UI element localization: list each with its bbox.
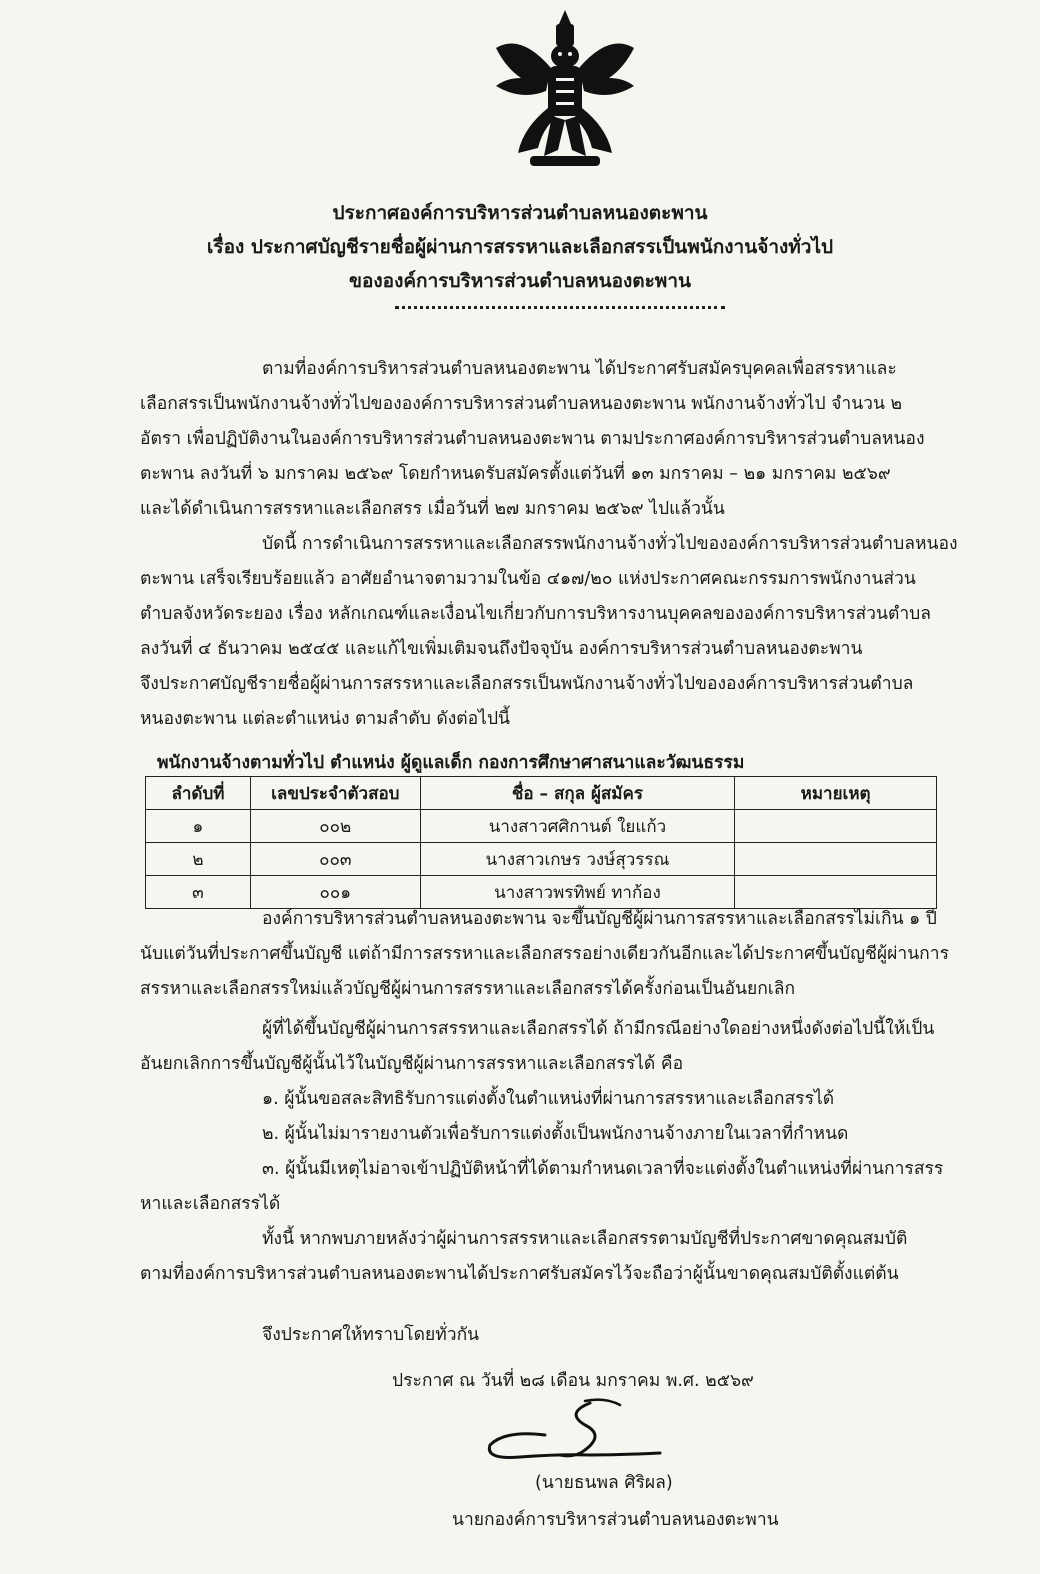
paragraph-line: อัตรา เพื่อปฏิบัติงานในองค์การบริหารส่วนตำบลหนองตะพาน ตามประกาศองค์การบริหารส่วนตำบลหนอง: [140, 429, 925, 449]
announcement-date: ประกาศ ณ วันที่ ๒๘ เดือน มกราคม พ.ศ. ๒๕๖๙: [392, 1371, 754, 1391]
header-line-1: ประกาศองค์การบริหารส่วนตำบลหนองตะพาน: [332, 202, 708, 224]
list-item: ๒. ผู้นั้นไม่มารายงานตัวเพื่อรับการแต่งตั้งเป็นพนักงานจ้างภายในเวลาที่กำหนด: [262, 1124, 849, 1144]
paragraph-2: [140, 527, 960, 737]
candidate-table: [145, 776, 937, 909]
column-header: ชื่อ – สกุล ผู้สมัคร: [420, 777, 735, 810]
paragraph-line: และได้ดำเนินการสรรหาและเลือกสรร เมื่อวันที่ ๒๗ มกราคม ๒๕๖๙ ไปแล้วนั้น: [140, 499, 725, 519]
paragraph-line: ลงวันที่ ๔ ธันวาคม ๒๕๔๕ และแก้ไขเพิ่มเติมจนถึงปัจจุบัน องค์การบริหารส่วนตำบลหนองตะพาน: [140, 639, 863, 659]
closing-statement: จึงประกาศให้ทราบโดยทั่วกัน: [262, 1325, 480, 1345]
table-header-row: [146, 777, 937, 810]
condition-list: [140, 1082, 960, 1222]
garuda-emblem-icon: [490, 8, 640, 176]
paragraph-1: [140, 352, 960, 527]
table-cell: นางสาวพรทิพย์ ทาก้อง: [420, 876, 735, 909]
table-cell: ๐๐๒: [250, 810, 420, 843]
paragraph-line: อันยกเลิกการขึ้นบัญชีผู้นั้นไว้ในบัญชีผู้ผ่านการสรรหาและเลือกสรรได้ คือ: [140, 1054, 684, 1074]
list-item: ๑. ผู้นั้นขอสละสิทธิรับการแต่งตั้งในตำแหน่งที่ผ่านการสรรหาและเลือกสรรได้: [262, 1089, 835, 1109]
paragraph-line: บัดนี้ การดำเนินการสรรหาและเลือกสรรพนักงานจ้างทั่วไปขององค์การบริหารส่วนตำบลหนอง: [262, 534, 958, 554]
signer-title: นายกองค์การบริหารส่วนตำบลหนองตะพาน: [452, 1510, 779, 1530]
table-cell: [735, 843, 937, 876]
paragraph-line: ผู้ที่ได้ขึ้นบัญชีผู้ผ่านการสรรหาและเลือกสรรได้ ถ้ามีกรณีอย่างใดอย่างหนึ่งดังต่อไปนี้ให้เป็น: [262, 1019, 935, 1039]
table-cell: ๐๐๑: [250, 876, 420, 909]
table-cell: ๐๐๓: [250, 843, 420, 876]
column-header: ลำดับที่: [146, 777, 251, 810]
paragraph-line: จึงประกาศบัญชีรายชื่อผู้ผ่านการสรรหาและเลือกสรรเป็นพนักงานจ้างทั่วไปขององค์การบริหารส่วนตำบล: [140, 674, 914, 694]
column-header: หมายเหตุ: [735, 777, 937, 810]
table-cell: นางสาวเกษร วงษ์สุวรรณ: [420, 843, 735, 876]
paragraph-line: ทั้งนี้ หากพบภายหลังว่าผู้ผ่านการสรรหาและเลือกสรรตามบัญชีที่ประกาศขาดคุณสมบัติ: [262, 1229, 908, 1249]
paragraph-3: [140, 902, 960, 1007]
table-cell: ๓: [146, 876, 251, 909]
list-item-continuation: หาและเลือกสรรได้: [140, 1194, 281, 1214]
paragraph-5: [140, 1222, 960, 1292]
paragraph-line: ตามที่องค์การบริหารส่วนตำบลหนองตะพานได้ประกาศรับสมัครไว้จะถือว่าผู้นั้นขาดคุณสมบัติตั้งแต่ต้น: [140, 1264, 899, 1284]
paragraph-4: [140, 1012, 960, 1082]
paragraph-line: สรรหาและเลือกสรรใหม่แล้วบัญชีผู้ผ่านการสรรหาและเลือกสรรได้ครั้งก่อนเป็นอันยกเลิก: [140, 979, 796, 999]
table-cell: [735, 810, 937, 843]
table-row: [146, 843, 937, 876]
paragraph-line: ตำบลจังหวัดระยอง เรื่อง หลักเกณฑ์และเงื่อนไขเกี่ยวกับการบริหารงานบุคคลขององค์การบริหารส่วนตำบล: [140, 604, 931, 624]
signer-name: (นายธนพล ศิริผล): [535, 1473, 673, 1493]
header-line-2: เรื่อง ประกาศบัญชีรายชื่อผู้ผ่านการสรรหาและเลือกสรรเป็นพนักงานจ้างทั่วไป: [206, 236, 834, 258]
header-line-3: ขององค์การบริหารส่วนตำบลหนองตะพาน: [348, 270, 691, 292]
column-header: เลขประจำตัวสอบ: [250, 777, 420, 810]
paragraph-line: นับแต่วันที่ประกาศขึ้นบัญชี แต่ถ้ามีการสรรหาและเลือกสรรอย่างเดียวกันอีกและได้ประกาศขึ้นบัญชีผู้ผ่านการ: [140, 944, 949, 964]
table-row: [146, 810, 937, 843]
table-cell: ๑: [146, 810, 251, 843]
list-item: ๓. ผู้นั้นมีเหตุไม่อาจเข้าปฏิบัติหน้าที่ได้ตามกำหนดเวลาที่จะแต่งตั้งในตำแหน่งที่ผ่านการสรร: [262, 1159, 944, 1179]
paragraph-line: ตามที่องค์การบริหารส่วนตำบลหนองตะพาน ได้ประกาศรับสมัครบุคคลเพื่อสรรหาและ: [262, 359, 897, 379]
dotted-divider: [395, 306, 725, 309]
table-title: พนักงานจ้างตามทั่วไป ตำแหน่ง ผู้ดูแลเด็ก กองการศึกษาศาสนาและวัฒนธรรม: [157, 753, 745, 773]
signature-icon: [485, 1395, 685, 1470]
document-header: [0, 196, 1040, 298]
paragraph-line: เลือกสรรเป็นพนักงานจ้างทั่วไปขององค์การบริหารส่วนตำบลหนองตะพาน พนักงานจ้างทั่วไป จำนวน ๒: [140, 394, 903, 414]
paragraph-line: หนองตะพาน แต่ละตำแหน่ง ตามลำดับ ดังต่อไปนี้: [140, 709, 511, 729]
paragraph-line: ตะพาน เสร็จเรียบร้อยแล้ว อาศัยอำนาจตามวามในข้อ ๔๑๗/๒๐ แห่งประกาศคณะกรรมการพนักงานส่วน: [140, 569, 916, 589]
paragraph-line: ตะพาน ลงวันที่ ๖ มกราคม ๒๕๖๙ โดยกำหนดรับสมัครตั้งแต่วันที่ ๑๓ มกราคม – ๒๑ มกราคม ๒๕๖๙: [140, 464, 891, 484]
table-cell: ๒: [146, 843, 251, 876]
paragraph-line: องค์การบริหารส่วนตำบลหนองตะพาน จะขึ้นบัญชีผู้ผ่านการสรรหาและเลือกสรรไม่เกิน ๑ ปี: [262, 909, 937, 929]
table-cell: นางสาวศศิกานต์ ใยแก้ว: [420, 810, 735, 843]
